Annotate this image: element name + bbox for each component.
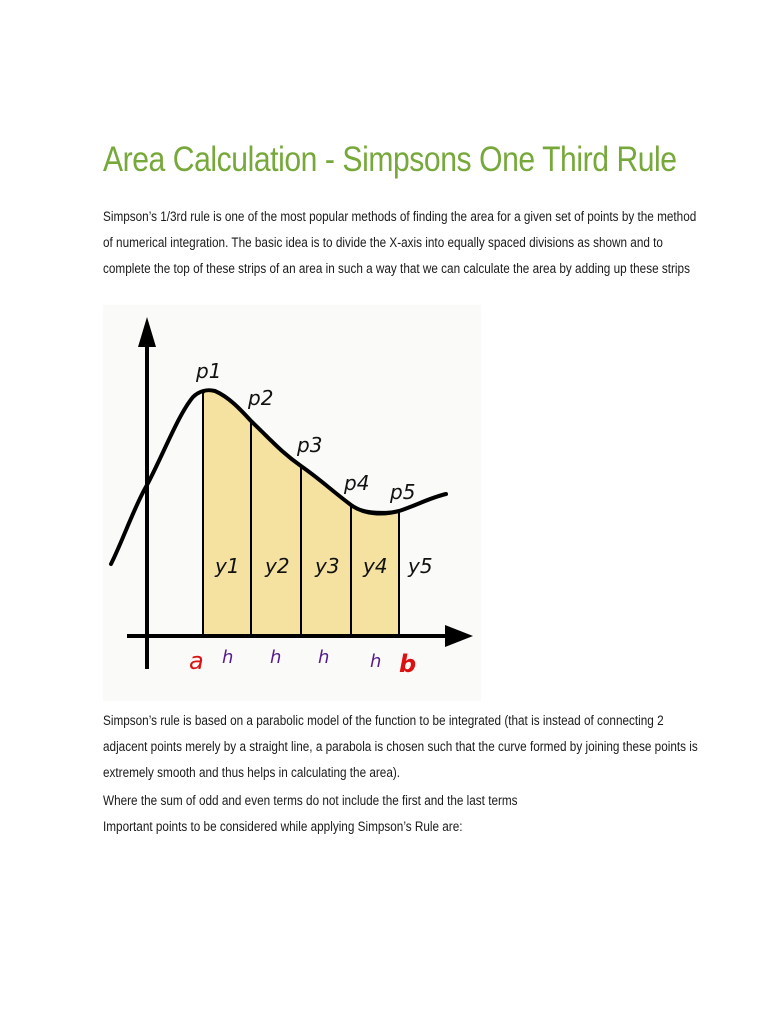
point-label-p1: p1: [196, 359, 222, 383]
ordinate-label-y1: y1: [215, 554, 240, 578]
y-axis-arrow-icon: [138, 317, 156, 347]
interval-label-h: h: [370, 651, 382, 672]
points-heading: Important points to be considered while applying Simpson’s Rule are:: [103, 819, 463, 834]
simpson-rule-diagram: [103, 305, 481, 701]
sum-note: Where the sum of odd and even terms do not include the first and the last terms: [103, 793, 518, 808]
point-label-p2: p2: [248, 386, 274, 410]
interval-label-h: h: [270, 647, 282, 668]
point-label-p5: p5: [390, 480, 416, 504]
model-paragraph: Simpson’s rule is based on a parabolic model of the function to be integrated (that is instead of connecting 2 adjacent points merely by a straight line, a parabola is chosen such that the curve formed by joining these points is extremely smooth and thus helps in calculating the area).: [103, 713, 698, 780]
intro-paragraph: Simpson’s 1/3rd rule is one of the most popular methods of finding the area for a given set of points by the method of numerical integration. The basic idea is to divide the X-axis into equally spaced divisions as shown and to complete the top of these strips of an area in such a way that we can calculate the area by adding up these strips: [103, 209, 697, 276]
point-label-p4: p4: [344, 471, 370, 495]
ordinate-label-y3: y3: [315, 554, 340, 578]
lower-limit-label: a: [189, 647, 204, 675]
upper-limit-label: b: [399, 650, 417, 678]
interval-label-h: h: [318, 647, 330, 668]
ordinate-label-y5: y5: [408, 554, 433, 578]
x-axis-arrow-icon: [445, 625, 473, 647]
ordinate-label-y2: y2: [265, 554, 290, 578]
page-title: Area Calculation - Simpsons One Third Rule: [103, 140, 677, 179]
interval-label-h: h: [222, 647, 234, 668]
point-label-p3: p3: [297, 433, 323, 457]
ordinate-label-y4: y4: [363, 554, 388, 578]
